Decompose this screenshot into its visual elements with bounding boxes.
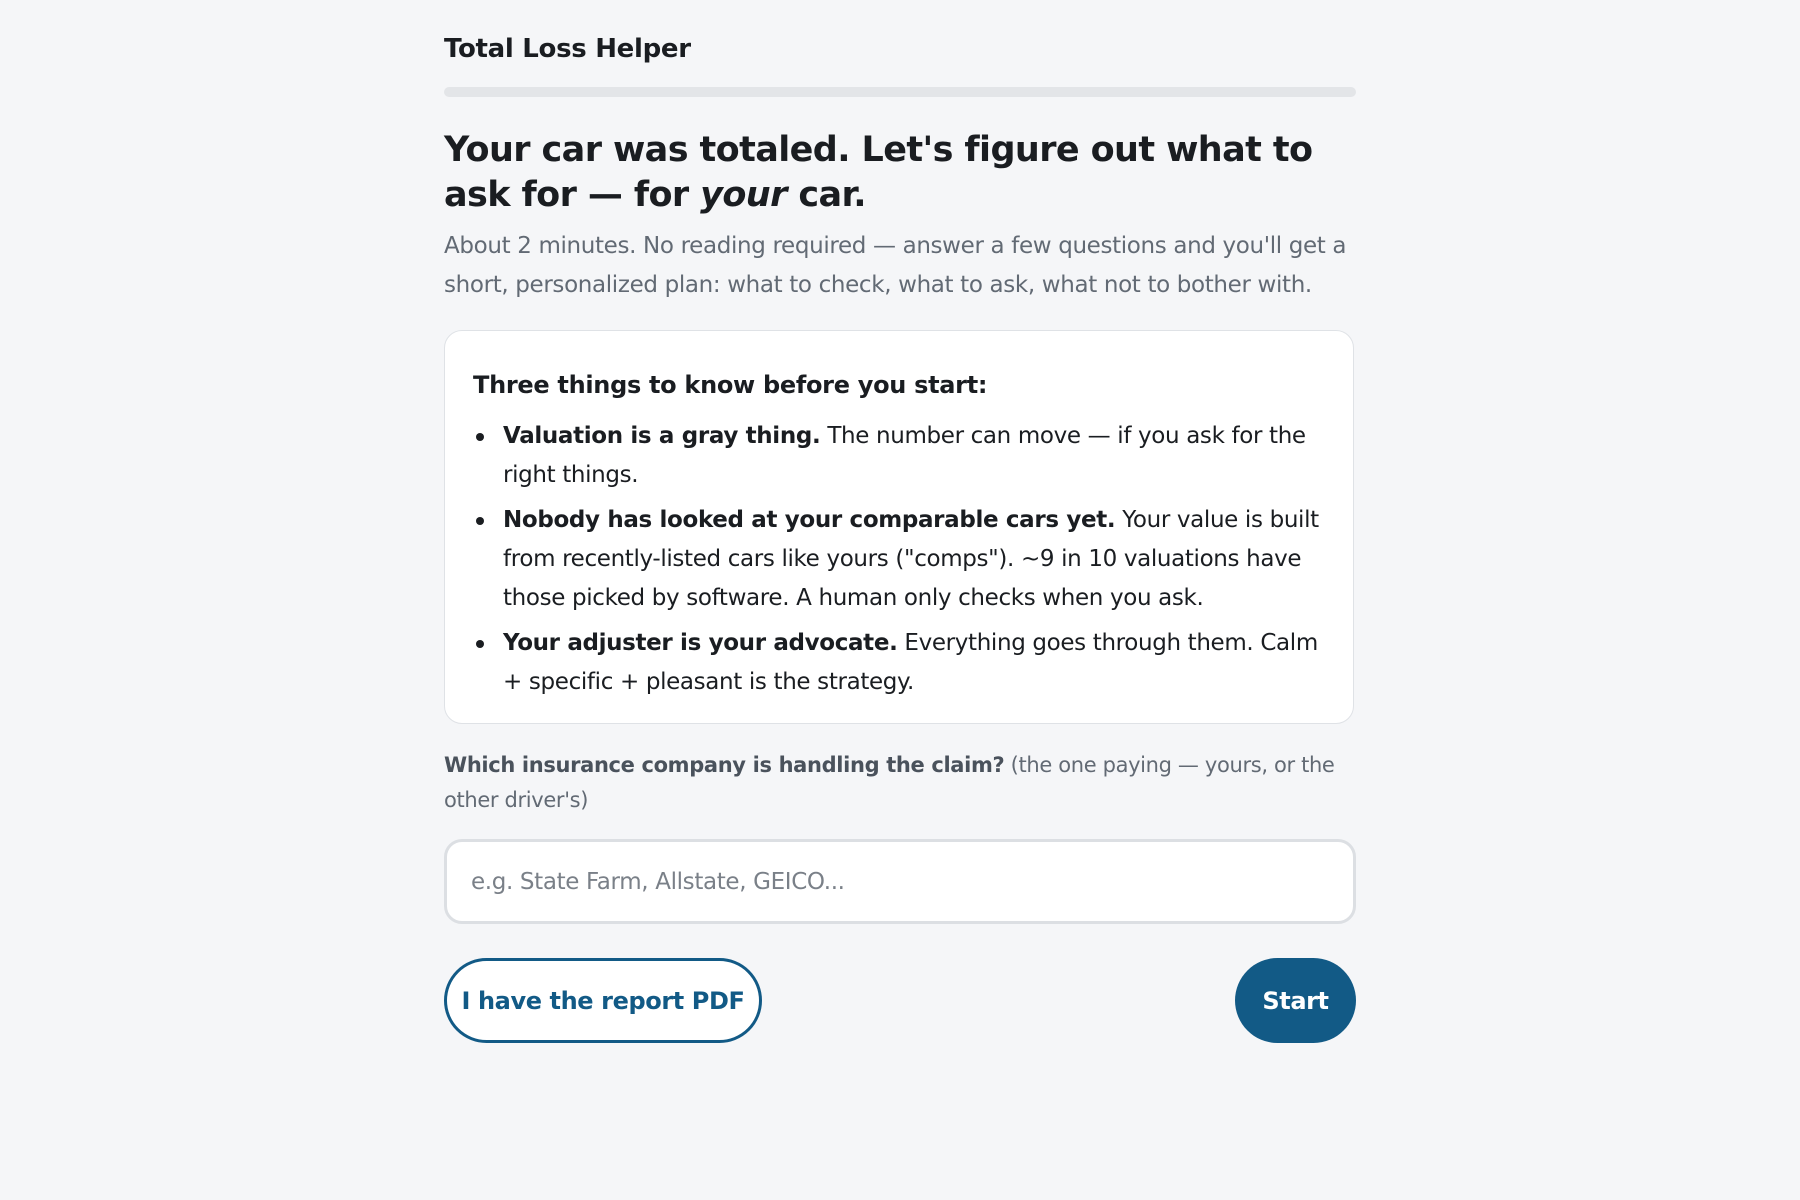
start-button[interactable]: Start [1235, 958, 1356, 1043]
headline-text-end: car. [786, 175, 866, 215]
insurance-company-input[interactable] [444, 839, 1356, 924]
headline-text-start: Your car was totaled. Let's figure out what to ask for — for [444, 130, 1313, 215]
bullet-icon [476, 517, 484, 525]
insurance-company-question: Which insurance company is handling the claim? [444, 753, 1005, 777]
insurance-company-label [444, 748, 1364, 818]
list-item [473, 501, 1323, 618]
intro-text: About 2 minutes. No reading required — answer a few questions and you'll get a short, personalized plan: what to check, what to ask, what not to bother with. [444, 233, 1347, 298]
insurance-company-hint: (the one paying — yours, or the other driver's) [444, 753, 1335, 812]
headline-emphasis: your [700, 175, 787, 215]
page-headline [444, 128, 1356, 218]
report-pdf-button[interactable]: I have the report PDF [444, 958, 762, 1043]
list-item [473, 624, 1323, 702]
info-card [444, 330, 1354, 724]
list-item-text: Your value is built from recently-listed cars like yours ("comps"). ~9 in 10 valuations have those picked by software. A human only checks when you ask. [503, 507, 1319, 611]
bullet-icon [476, 640, 484, 648]
bullet-icon [476, 433, 484, 441]
info-card-heading: Three things to know before you start: [473, 371, 988, 399]
progress-bar [444, 87, 1356, 97]
info-card-list [473, 417, 1323, 708]
list-item-text: Everything goes through them. Calm + specific + pleasant is the strategy. [503, 630, 1318, 695]
list-item-title: Valuation is a gray thing. [503, 423, 821, 449]
list-item [473, 417, 1323, 495]
list-item-title: Your adjuster is your advocate. [503, 630, 898, 656]
list-item-text: The number can move — if you ask for the right things. [503, 423, 1306, 488]
app-title: Total Loss Helper [444, 34, 691, 64]
list-item-title: Nobody has looked at your comparable cars yet. [503, 507, 1116, 533]
